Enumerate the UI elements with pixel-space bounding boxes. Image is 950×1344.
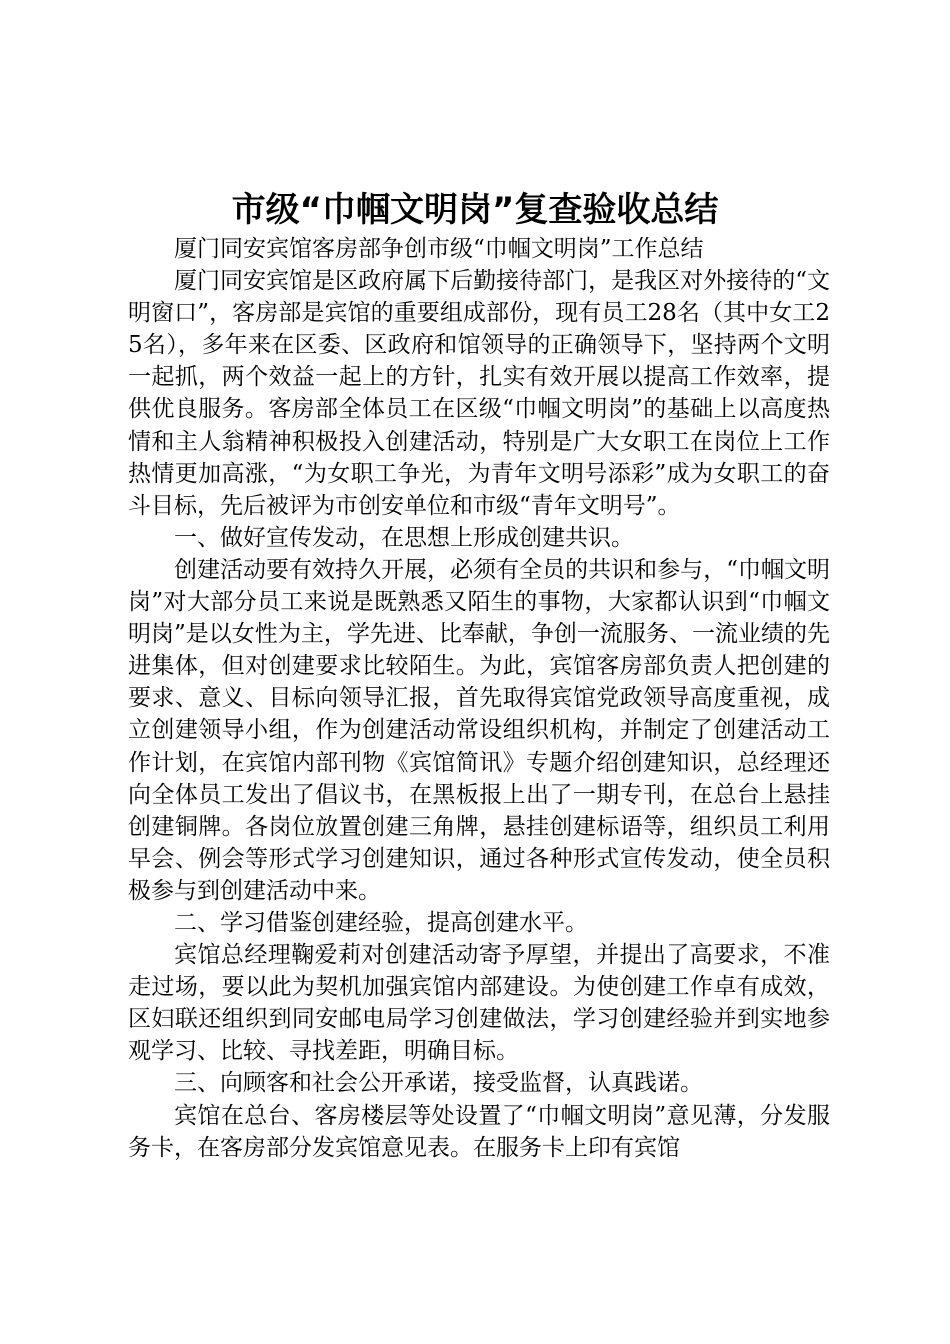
section-heading-3: 三、向顾客和社会公开承诺，接受监督，认真践诺。: [174, 1070, 703, 1097]
paragraph-intro: 厦门同安宾馆是区政府属下后勤接待部门，是我区对外接待的“文明窗口”，客房部是宾馆的重要组成部份，现有员工28名（其中女工25名），多年来在区委、区政府和馆领导的正确领导下，坚持两个文明一起抓，两个效益一起上的方针，扎实有效开展以提高工作效率，提供优良服务。客房部全体员工在区级“巾帼文明岗”的基础上以高度热情和主人翁精神积极投入创建活动，特别是广大女职工在岗位上工作热情更加高涨，“为女职工争光，为青年文明号添彩”成为女职工的奋斗目标，先后被评为市创安单位和市级“青年文明号”。: [128, 268, 830, 519]
section-heading-1: 一、做好宣传发动，在思想上形成创建共识。: [174, 524, 634, 551]
document-title: 市级“巾帼文明岗”复查验收总结: [231, 190, 719, 230]
paragraph-section-2: 宾馆总经理鞠爱莉对创建活动寄予厚望，并提出了高要求，不准走过场，要以此为契机加强宾馆内部建设。为使创建工作卓有成效，区妇联还组织到同安邮电局学习创建做法，学习创建经验并到实地参观学习、比较、寻找差距，明确目标。: [128, 942, 830, 1065]
paragraph-section-3: 宾馆在总台、客房楼层等处设置了“巾帼文明岗”意见薄，分发服务卡，在客房部分发宾馆意见表。在服务卡上印有宾馆: [128, 1102, 830, 1161]
section-heading-2: 二、学习借鉴创建经验，提高创建水平。: [174, 909, 588, 936]
paragraph-subtitle: 厦门同安宾馆客房部争创市级“巾帼文明岗”工作总结: [174, 236, 704, 262]
document-body: [128, 233, 830, 1164]
paragraph-section-1: 创建活动要有效持久开展，必须有全员的共识和参与，“巾帼文明岗”对大部分员工来说是既熟悉又陌生的事物，大家都认识到“巾帼文明岗”是以女性为主，学先进、比奉献，争创一流服务、一流业绩的先进集体，但对创建要求比较陌生。为此，宾馆客房部负责人把创建的要求、意义、目标向领导汇报，首先取得宾馆党政领导高度重视，成立创建领导小组，作为创建活动常设组织机构，并制定了创建活动工作计划，在宾馆内部刊物《宾馆简讯》专题介绍创建知识，总经理还向全体员工发出了倡议书，在黑板报上出了一期专刊，在总台上悬挂创建铜牌。各岗位放置创建三角牌，悬挂创建标语等，组织员工利用早会、例会等形式学习创建知识，通过各种形式宣传发动，使全员积极参与到创建活动中来。: [128, 556, 830, 904]
